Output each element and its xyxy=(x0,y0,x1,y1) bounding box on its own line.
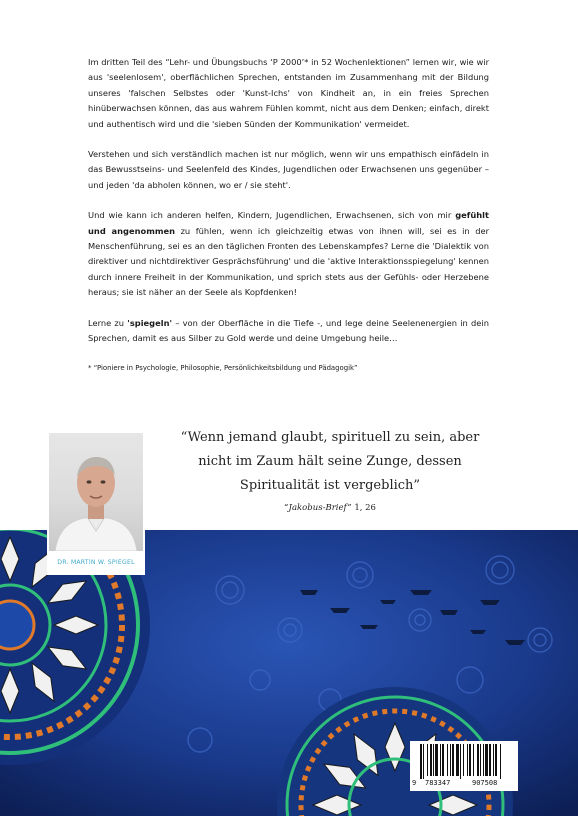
barcode-digit-first: 9 xyxy=(412,779,417,787)
footnote: * “Pioniere in Psychologie, Philosophie, Persönlichkeitsbildung und Pädagogik” xyxy=(88,363,358,372)
barcode-bar xyxy=(447,744,448,776)
barcode-bar xyxy=(469,744,471,776)
quote xyxy=(180,426,480,498)
quote-source xyxy=(180,503,480,513)
barcode-bar xyxy=(435,744,438,776)
quote-line-2: nicht im Zaum hält seine Zunge, dessen xyxy=(198,454,462,469)
barcode-bar xyxy=(477,744,479,776)
barcode-bar xyxy=(489,744,491,776)
barcode-bar xyxy=(423,744,424,779)
barcode-bar xyxy=(433,744,434,776)
paragraph-4-bold: 'spiegeln' xyxy=(127,317,173,328)
paragraph-4-text-end: – von der Oberfläche in die Tiefe -, und lege deine Seelenenergien in dein Sprechen, damit es aus Silber zu Gold werde und deine Umgebung heile… xyxy=(88,317,489,344)
barcode xyxy=(410,741,518,791)
description-text xyxy=(88,55,489,389)
author-photo-card xyxy=(47,431,145,575)
paragraph-1: Im dritten Teil des “Lehr- und Übungsbuchs ‘P 2000’* in 52 Wochenlektionen” lernen wir, wie wir aus 'seelenlosem', oberflächlichen Sprechen, entstanden im Zusammenhang mit der Bildung unseres 'falschen Selbstes oder 'Kunst-Ichs' von Kindheit an, in ein freies Sprechen hinüberwachsen können, das aus wahrem Fühlen kommt, nicht aus dem Denken; einfach, direkt und authentisch wird und die 'sieben Sünden der Kommunikation' vermeidet. xyxy=(88,57,489,129)
barcode-bar xyxy=(420,744,422,779)
barcode-bar xyxy=(467,744,468,776)
barcode-bars xyxy=(410,741,518,779)
barcode-bar xyxy=(485,744,488,776)
paragraph-3-text: Und wie kann ich anderen helfen, Kindern, Jugendlichen, Erwachsenen, sich von mir xyxy=(88,210,456,221)
barcode-bar xyxy=(442,744,444,776)
barcode-bar xyxy=(430,744,432,776)
barcode-bar xyxy=(473,744,474,776)
barcode-bar xyxy=(463,744,464,776)
barcode-bar xyxy=(427,744,428,776)
quote-line-3: Spiritualität ist vergeblich” xyxy=(239,478,421,493)
barcode-bar xyxy=(495,744,497,776)
quote-source-ref: 1, 26 xyxy=(351,503,376,513)
barcode-group-right: 907508 xyxy=(472,779,498,787)
barcode-bar xyxy=(500,744,501,779)
paragraph-4-text: Lerne zu xyxy=(88,317,128,328)
quote-line-1: “Wenn jemand glaubt, spirituell zu sein, aber xyxy=(180,430,480,445)
barcode-bar xyxy=(460,744,461,779)
author-caption: DR. MARTIN W. SPIEGEL xyxy=(57,559,135,566)
portrait-illustration xyxy=(49,433,143,551)
paragraph-3-text-end: zu fühlen, wenn ich gleichzeitig etwas von ihnen will, sei es in der Menschenführung, sei es an den täglichen Fronten des Lebenskampfes? Lerne die 'Dialektik von direktiver und nichtdirektiver Gesprächsführung' und die 'aktive Interaktionsspiegelung' kennen durch innere Freiheit in der Kommunikation, und sprich stets aus der Gefühls- oder Herzebene heraus; sie ist näher an der Seele als Kopfdenken! xyxy=(88,225,490,298)
author-photo xyxy=(49,433,143,551)
barcode-bar xyxy=(480,744,481,776)
barcode-bar xyxy=(440,744,441,776)
paragraph-3-bold: gefühlt und angenommen xyxy=(88,210,489,236)
paragraph-4 xyxy=(88,316,489,347)
paragraph-3 xyxy=(88,208,489,300)
barcode-group-left: 783347 xyxy=(425,779,451,787)
barcode-bar xyxy=(483,744,484,776)
barcode-bar xyxy=(452,744,454,776)
barcode-bar xyxy=(456,744,459,776)
barcode-bar xyxy=(450,744,451,776)
quote-source-title: “Jakobus-Brief” xyxy=(284,503,352,513)
barcode-bar xyxy=(493,744,494,776)
paragraph-2: Verstehen und sich verständlich machen ist nur möglich, wenn wir uns empathisch einfädeln in das Bewusstseins- und Seelenfeld des Kindes, Jugendlichen oder Erwachsenen uns gegenüber – und jeden 'da abholen können, wo er / sie steht'. xyxy=(88,149,489,190)
